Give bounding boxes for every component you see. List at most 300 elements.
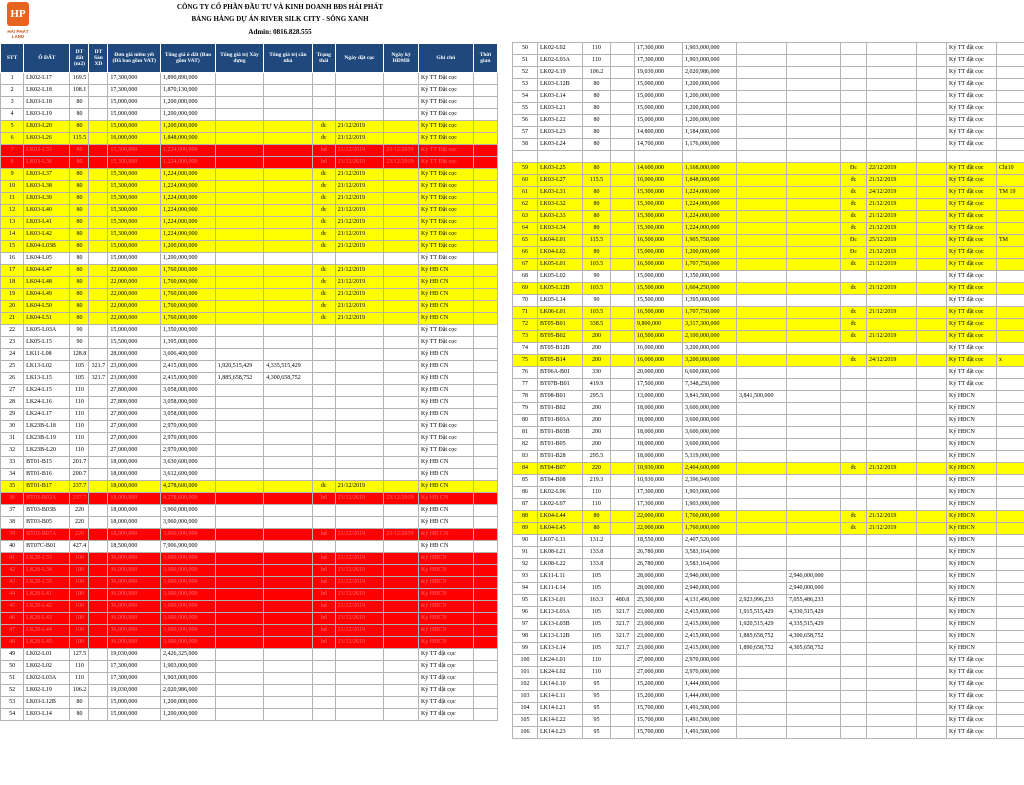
table-cell: [473, 625, 497, 637]
table-cell: [473, 397, 497, 409]
table-cell: [867, 691, 917, 703]
table-cell: [89, 649, 108, 661]
table-cell: LK03-L26: [24, 133, 70, 145]
table-cell: 3,583,164,000: [683, 547, 737, 559]
table-cell: [89, 553, 108, 565]
table-cell: 45: [1, 601, 24, 613]
table-cell: 3,630,600,000: [161, 457, 216, 469]
table-cell: [997, 679, 1024, 691]
table-cell: [89, 241, 108, 253]
table-row: [1, 409, 498, 421]
table-cell: 18,000,000: [108, 457, 161, 469]
table-cell: [215, 85, 263, 97]
table-cell: LK05-L02: [538, 271, 583, 283]
table-cell: LK20-L34: [24, 565, 70, 577]
table-cell: [787, 475, 841, 487]
table-cell: 4,305,658,752: [787, 643, 841, 655]
table-cell: [997, 643, 1024, 655]
table-cell: [737, 715, 787, 727]
table-cell: 92: [513, 559, 538, 571]
table-cell: 7,906,900,000: [161, 541, 216, 553]
table-cell: LK03-L14: [24, 709, 70, 721]
table-cell: hđ: [312, 577, 335, 589]
table-cell: [917, 379, 947, 391]
table-cell: [264, 637, 312, 649]
table-cell: 15,000,000: [108, 709, 161, 721]
table-cell: Chi10: [997, 163, 1024, 175]
table-cell: 13: [1, 217, 24, 229]
table-cell: 133.8: [583, 559, 611, 571]
table-row: [513, 547, 1024, 559]
table-cell: [215, 457, 263, 469]
table-cell: [611, 355, 635, 367]
table-cell: [473, 421, 497, 433]
table-cell: [384, 313, 419, 325]
table-cell: [312, 541, 335, 553]
table-cell: 75: [513, 355, 538, 367]
table-cell: [997, 367, 1024, 379]
table-cell: [787, 403, 841, 415]
table-cell: 1,200,000,000: [161, 253, 216, 265]
table-cell: [335, 457, 383, 469]
table-cell: Ký TT đặt cọc: [418, 709, 473, 721]
table-cell: [264, 169, 312, 181]
table-cell: [335, 397, 383, 409]
table-cell: 15: [1, 241, 24, 253]
table-row: [1, 649, 498, 661]
table-row: [513, 295, 1024, 307]
table-cell: [264, 109, 312, 121]
table-cell: [737, 415, 787, 427]
table-cell: [841, 271, 867, 283]
table-cell: [787, 727, 841, 739]
table-cell: 1,224,000,000: [161, 217, 216, 229]
table-cell: [384, 397, 419, 409]
table-cell: [841, 691, 867, 703]
table-cell: LK20-L33: [24, 553, 70, 565]
table-row: [513, 259, 1024, 271]
table-cell: 15,300,000: [108, 229, 161, 241]
table-cell: 5,319,000,000: [683, 451, 737, 463]
table-cell: [384, 517, 419, 529]
table-cell: 115.5: [70, 133, 89, 145]
table-cell: [611, 487, 635, 499]
table-cell: LK03-L32: [538, 199, 583, 211]
table-cell: Ký HĐ CN: [418, 373, 473, 385]
table-row: [1, 541, 498, 553]
table-cell: [312, 685, 335, 697]
table-cell: [312, 649, 335, 661]
table-cell: [867, 115, 917, 127]
table-cell: 15,000,000: [635, 247, 683, 259]
table-cell: Ký TT Đặt cọc: [418, 241, 473, 253]
table-cell: [89, 541, 108, 553]
table-cell: 106: [513, 727, 538, 739]
table-cell: [867, 43, 917, 55]
table-cell: [917, 619, 947, 631]
table-cell: 1,200,000,000: [683, 115, 737, 127]
table-cell: 163.3: [583, 595, 611, 607]
table-cell: [312, 433, 335, 445]
table-cell: [787, 43, 841, 55]
column-header: Tổng giá trị căn nhà: [264, 44, 312, 73]
table-cell: 200: [583, 343, 611, 355]
table-cell: 32: [1, 445, 24, 457]
table-cell: [264, 85, 312, 97]
table-cell: [611, 223, 635, 235]
table-cell: Ký HĐ CN: [418, 277, 473, 289]
table-cell: 54: [513, 91, 538, 103]
table-cell: LK05-L01: [538, 259, 583, 271]
column-header: Ô ĐẤT: [24, 44, 70, 73]
table-cell: Ký TT đặt cọc: [947, 295, 997, 307]
table-cell: 110: [70, 445, 89, 457]
table-cell: 24/12/2019: [867, 187, 917, 199]
table-cell: Ký HĐ CN: [418, 529, 473, 541]
table-cell: [841, 295, 867, 307]
table-cell: [89, 277, 108, 289]
table-cell: BT07C-B01: [24, 541, 70, 553]
table-cell: 93: [513, 571, 538, 583]
table-cell: [215, 529, 263, 541]
table-cell: LK03-L23: [538, 127, 583, 139]
table-cell: 91: [513, 547, 538, 559]
table-cell: Ký HĐ CN: [418, 493, 473, 505]
table-row: [513, 319, 1024, 331]
table-cell: [264, 253, 312, 265]
table-cell: [737, 451, 787, 463]
table-cell: LK04-L49: [24, 289, 70, 301]
table-cell: [997, 583, 1024, 595]
table-cell: [384, 589, 419, 601]
table-cell: Ký HĐCN: [947, 439, 997, 451]
table-cell: 110: [583, 55, 611, 67]
table-cell: Ký TT đặt cọc: [947, 211, 997, 223]
table-cell: [611, 115, 635, 127]
table-cell: [384, 481, 419, 493]
table-cell: 15,300,000: [635, 223, 683, 235]
table-cell: [335, 505, 383, 517]
column-header: Tổng giá trị Xây dựng: [215, 44, 263, 73]
table-cell: [384, 169, 419, 181]
table-cell: [215, 577, 263, 589]
table-cell: [89, 253, 108, 265]
table-cell: LK23B-L18: [24, 421, 70, 433]
table-row: [513, 463, 1024, 475]
table-cell: [737, 667, 787, 679]
table-cell: [583, 151, 611, 163]
table-cell: [917, 631, 947, 643]
table-cell: [89, 325, 108, 337]
table-cell: 169.5: [70, 73, 89, 85]
table-cell: [611, 511, 635, 523]
table-cell: [384, 121, 419, 133]
table-cell: LK11-L11: [538, 571, 583, 583]
table-cell: [473, 73, 497, 85]
table-cell: 201.7: [70, 457, 89, 469]
table-cell: [473, 217, 497, 229]
table-cell: 1,224,000,000: [161, 205, 216, 217]
table-cell: [841, 127, 867, 139]
table-cell: [473, 253, 497, 265]
table-cell: [473, 205, 497, 217]
table-cell: 17,300,000: [635, 487, 683, 499]
table-cell: [335, 97, 383, 109]
table-cell: 80: [70, 145, 89, 157]
table-cell: 15,300,000: [635, 199, 683, 211]
table-cell: [997, 175, 1024, 187]
table-cell: [867, 703, 917, 715]
table-cell: [473, 673, 497, 685]
table-cell: Ký TT Đặt cọc: [418, 445, 473, 457]
table-row: [1, 277, 498, 289]
table-cell: [215, 421, 263, 433]
table-cell: 2,940,000,000: [683, 583, 737, 595]
table-cell: [264, 133, 312, 145]
table-cell: [737, 679, 787, 691]
table-cell: 5: [1, 121, 24, 133]
table-cell: 3: [1, 97, 24, 109]
table-cell: Ký HĐCN: [947, 451, 997, 463]
table-cell: 4,278,600,000: [161, 481, 216, 493]
table-cell: [611, 367, 635, 379]
table-cell: [215, 601, 263, 613]
table-cell: LK03-L24: [538, 139, 583, 151]
table-cell: 16,000,000: [635, 175, 683, 187]
table-cell: LK11-L08: [24, 349, 70, 361]
table-cell: 21/12/2019: [335, 145, 383, 157]
table-cell: [787, 559, 841, 571]
table-cell: 95: [583, 703, 611, 715]
table-row: [1, 157, 498, 169]
table-cell: Ký HĐCN: [947, 463, 997, 475]
table-cell: 80: [70, 697, 89, 709]
table-cell: 1,885,658,752: [737, 631, 787, 643]
table-cell: [215, 205, 263, 217]
table-cell: 15,000,000: [108, 697, 161, 709]
table-cell: 82: [513, 439, 538, 451]
table-cell: 21/12/2019: [335, 637, 383, 649]
table-cell: [611, 427, 635, 439]
table-cell: 200: [583, 355, 611, 367]
table-cell: [737, 703, 787, 715]
table-cell: [473, 181, 497, 193]
table-cell: 2,940,000,000: [787, 571, 841, 583]
table-cell: [787, 175, 841, 187]
table-cell: 80: [583, 211, 611, 223]
table-cell: Ký HĐCN: [947, 475, 997, 487]
table-cell: LK02-L06: [538, 487, 583, 499]
table-cell: 36,000,000: [108, 637, 161, 649]
table-cell: 1,200,000,000: [161, 241, 216, 253]
table-cell: LK02-L17: [24, 73, 70, 85]
table-cell: 80: [70, 217, 89, 229]
table-cell: 21/12/2019: [335, 613, 383, 625]
table-cell: Ký TT đặt cọc: [947, 667, 997, 679]
table-row: [1, 697, 498, 709]
table-cell: [917, 703, 947, 715]
table-cell: [264, 433, 312, 445]
table-cell: đc: [841, 283, 867, 295]
table-cell: [867, 655, 917, 667]
column-header: Ngày ký HĐMB: [384, 44, 419, 73]
table-cell: [312, 697, 335, 709]
table-cell: [917, 67, 947, 79]
table-row: [513, 43, 1024, 55]
table-cell: 21: [1, 313, 24, 325]
table-cell: Ký TT đặt cọc: [947, 79, 997, 91]
table-cell: [335, 469, 383, 481]
table-cell: [473, 325, 497, 337]
table-cell: [997, 67, 1024, 79]
table-cell: [611, 211, 635, 223]
table-cell: Ký HĐ CN: [418, 265, 473, 277]
table-cell: Ký TT đặt cọc: [947, 319, 997, 331]
table-cell: [917, 295, 947, 307]
column-header: Thời gian: [473, 44, 497, 73]
table-cell: LK04-L47: [24, 265, 70, 277]
table-cell: 10: [1, 181, 24, 193]
table-cell: 1,224,000,000: [683, 211, 737, 223]
table-cell: [611, 679, 635, 691]
table-cell: 2,970,000,000: [683, 655, 737, 667]
table-cell: [611, 343, 635, 355]
table-cell: 15,000,000: [635, 103, 683, 115]
table-cell: [787, 703, 841, 715]
table-cell: LK20-L43: [24, 613, 70, 625]
table-cell: 22,000,000: [108, 313, 161, 325]
table-cell: Ký TT Đặt cọc: [418, 325, 473, 337]
table-cell: Ký HĐ CN: [418, 541, 473, 553]
table-cell: 15,000,000: [108, 97, 161, 109]
table-cell: 110: [70, 409, 89, 421]
table-cell: [335, 109, 383, 121]
table-row: [513, 175, 1024, 187]
table-cell: 110: [70, 385, 89, 397]
table-cell: [841, 499, 867, 511]
table-row: [1, 625, 498, 637]
table-cell: 21/12/2019: [867, 175, 917, 187]
table-cell: đc: [841, 523, 867, 535]
table-cell: 2,100,000,000: [683, 331, 737, 343]
table-cell: Ký TT Đặt cọc: [418, 181, 473, 193]
table-cell: [841, 151, 867, 163]
table-cell: 46: [1, 613, 24, 625]
table-cell: [997, 415, 1024, 427]
table-row: [513, 691, 1024, 703]
table-cell: [215, 493, 263, 505]
table-cell: [264, 613, 312, 625]
table-cell: [473, 433, 497, 445]
table-cell: 90: [583, 271, 611, 283]
table-cell: [737, 691, 787, 703]
table-cell: 15,300,000: [108, 157, 161, 169]
table-cell: 3,583,164,000: [683, 559, 737, 571]
table-cell: [384, 673, 419, 685]
table-cell: LK14-L10: [538, 679, 583, 691]
table-cell: [264, 685, 312, 697]
table-cell: [611, 103, 635, 115]
table-cell: 100: [70, 601, 89, 613]
table-cell: 2,426,325,000: [161, 649, 216, 661]
table-cell: 51: [513, 55, 538, 67]
table-row: [1, 109, 498, 121]
table-cell: Ký HĐCN: [418, 553, 473, 565]
table-cell: 80: [70, 169, 89, 181]
table-cell: 15,300,000: [108, 205, 161, 217]
table-cell: [473, 361, 497, 373]
table-row: [513, 139, 1024, 151]
table-row: [1, 445, 498, 457]
table-cell: [917, 403, 947, 415]
table-cell: 3,600,000,000: [683, 403, 737, 415]
table-cell: [787, 79, 841, 91]
table-cell: [997, 211, 1024, 223]
table-cell: [312, 253, 335, 265]
table-cell: [997, 115, 1024, 127]
table-cell: [384, 469, 419, 481]
table-cell: 69: [513, 283, 538, 295]
table-cell: [473, 637, 497, 649]
table-cell: LK13-L12B: [538, 631, 583, 643]
table-cell: LK03-L33: [538, 211, 583, 223]
table-row: [1, 529, 498, 541]
table-cell: 1,395,000,000: [683, 295, 737, 307]
table-cell: [473, 601, 497, 613]
table-cell: 1,903,000,000: [161, 673, 216, 685]
table-cell: [384, 445, 419, 457]
table-cell: 15,000,000: [635, 115, 683, 127]
table-cell: LK24-L02: [538, 667, 583, 679]
table-cell: LK05-L03A: [24, 325, 70, 337]
table-cell: Ký TT Đặt cọc: [418, 337, 473, 349]
table-cell: [737, 367, 787, 379]
table-cell: 21/12/2019: [867, 247, 917, 259]
table-cell: Ký HĐCN: [418, 565, 473, 577]
table-cell: [89, 349, 108, 361]
table-cell: [997, 571, 1024, 583]
table-cell: LK02-L19: [538, 67, 583, 79]
table-cell: Ký HĐCN: [947, 499, 997, 511]
table-cell: 3,200,000,000: [683, 343, 737, 355]
table-cell: 1,760,000,000: [683, 523, 737, 535]
table-cell: 28: [1, 397, 24, 409]
table-cell: [611, 259, 635, 271]
table-cell: [997, 103, 1024, 115]
table-cell: [997, 307, 1024, 319]
table-cell: [841, 655, 867, 667]
table-cell: 2,020,986,000: [683, 67, 737, 79]
table-cell: 1,760,000,000: [161, 289, 216, 301]
table-cell: 25,300,000: [635, 595, 683, 607]
table-cell: 21/12/2019: [335, 553, 383, 565]
table-cell: 21/12/2019: [335, 217, 383, 229]
column-header: STT: [1, 44, 24, 73]
table-cell: 1,491,500,000: [683, 715, 737, 727]
table-cell: [384, 409, 419, 421]
table-cell: [312, 421, 335, 433]
table-cell: đc: [312, 301, 335, 313]
table-row: [1, 217, 498, 229]
table-row: [1, 349, 498, 361]
table-cell: 321.7: [89, 361, 108, 373]
table-cell: [841, 379, 867, 391]
table-cell: đc: [312, 133, 335, 145]
table-cell: [264, 145, 312, 157]
table-cell: 295.5: [583, 451, 611, 463]
table-cell: [264, 121, 312, 133]
table-cell: [787, 211, 841, 223]
